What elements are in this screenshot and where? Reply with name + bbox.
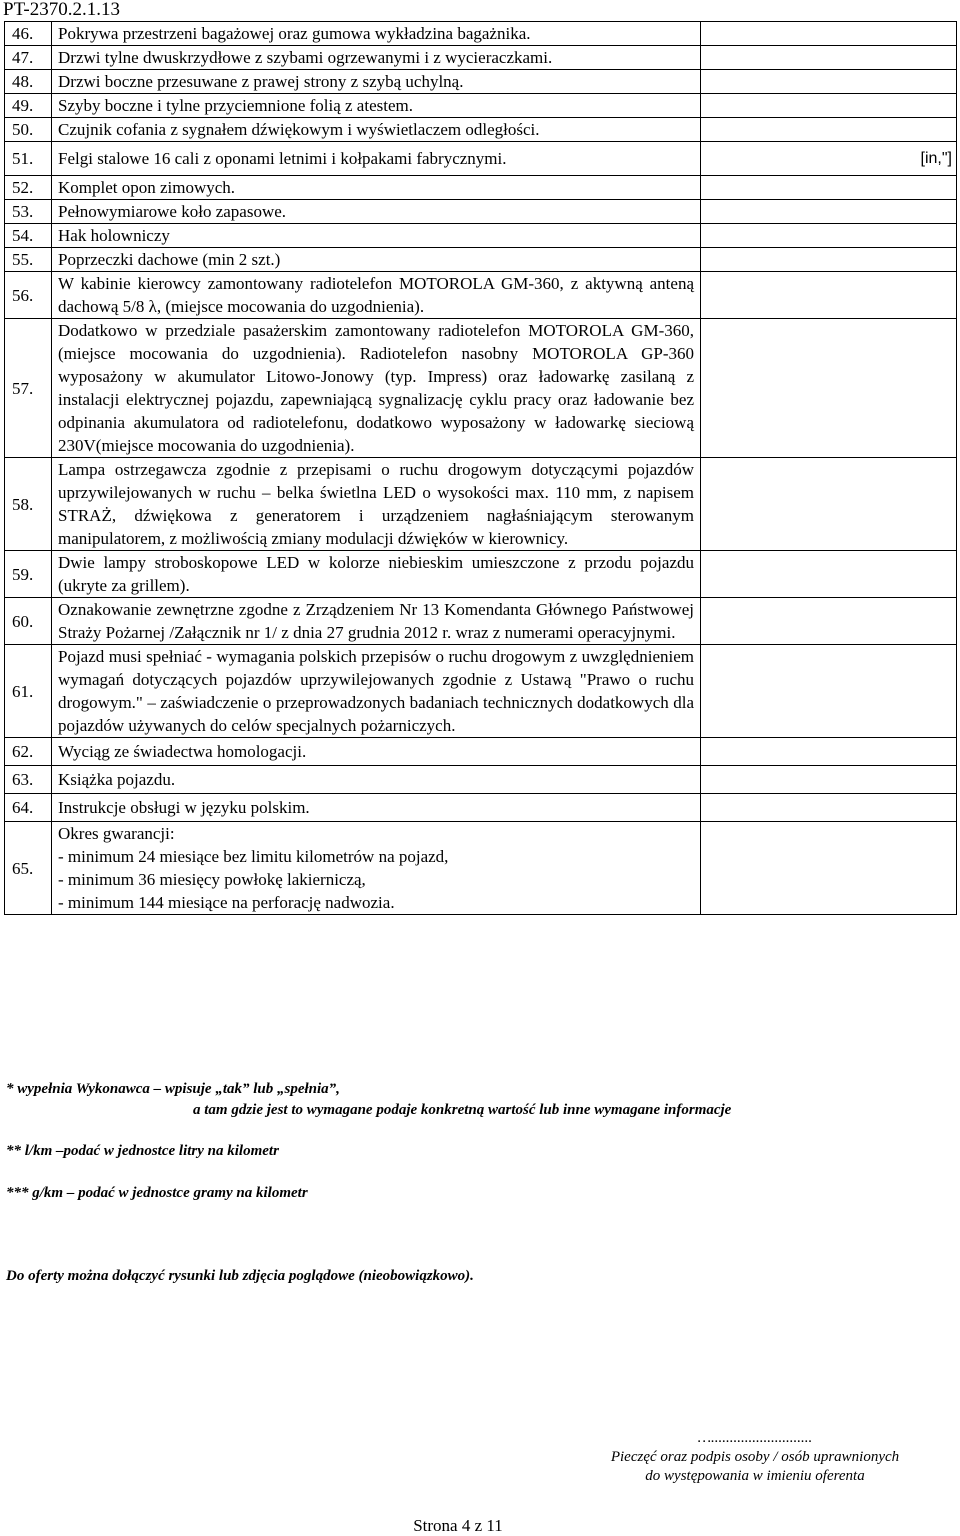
table-row [5, 94, 957, 118]
item-number: 65. [5, 822, 52, 915]
item-number: 61. [5, 645, 52, 738]
answer-cell[interactable] [701, 46, 957, 70]
table-row [5, 176, 957, 200]
item-description: Książka pojazdu. [52, 766, 701, 794]
warranty-description [52, 822, 701, 915]
item-number: 56. [5, 272, 52, 319]
answer-cell[interactable] [701, 248, 957, 272]
answer-cell[interactable] [701, 118, 957, 142]
signature-block [560, 1429, 950, 1486]
item-number: 53. [5, 200, 52, 224]
table-row [5, 142, 957, 176]
item-number: 64. [5, 794, 52, 822]
item-number: 54. [5, 224, 52, 248]
item-description: Instrukcje obsługi w języku polskim. [52, 794, 701, 822]
answer-cell[interactable] [701, 822, 957, 915]
item-description: Pojazd musi spełniać - wymagania polskich przepisów o ruchu drogowym z uwzględnieniem wymagań dotyczących pojazdów uprzywilejowanych zgodnie z Ustawą "Prawo o ruchu drogowym." – zaświadczenie o przeprowadzonych badaniach technicznych dodatkowych dla pojazdów używanych do celów specjalnych pożarniczych. [52, 645, 701, 738]
table-row [5, 70, 957, 94]
answer-cell[interactable] [701, 319, 957, 458]
warranty-line: - minimum 36 miesięcy powłokę lakierniczą, [58, 870, 366, 889]
item-number: 49. [5, 94, 52, 118]
item-description: W kabinie kierowcy zamontowany radiotelefon MOTOROLA GM-360, z aktywną anteną dachową 5/8 λ, (miejsce mocowania do uzgodnienia). [52, 272, 701, 319]
footnote-fill-in-continuation: a tam gdzie jest to wymagane podaje konkretną wartość lub inne wymagane informacje [193, 1102, 732, 1118]
answer-cell[interactable] [701, 645, 957, 738]
item-description: Pełnowymiarowe koło zapasowe. [52, 200, 701, 224]
item-number: 60. [5, 598, 52, 645]
item-number: 59. [5, 551, 52, 598]
item-number: 47. [5, 46, 52, 70]
item-description: Drzwi boczne przesuwane z prawej strony z szybą uchylną. [52, 70, 701, 94]
table-row [5, 272, 957, 319]
item-number: 58. [5, 458, 52, 551]
answer-cell[interactable] [701, 94, 957, 118]
footnote-drawings: Do oferty można dołączyć rysunki lub zdjęcia poglądowe (nieobowiązkowo). [6, 1268, 474, 1284]
item-description: Oznakowanie zewnętrzne zgodne z Zrządzeniem Nr 13 Komendanta Głównego Państwowej Straży Pożarnej /Załącznik nr 1/ z dnia 27 grudnia 2012 r. wraz z numerami operacyjnymi. [52, 598, 701, 645]
item-description: Szyby boczne i tylne przyciemnione folią z atestem. [52, 94, 701, 118]
table-row [5, 319, 957, 458]
answer-cell[interactable]: [in,"] [701, 142, 957, 176]
item-description: Poprzeczki dachowe (min 2 szt.) [52, 248, 701, 272]
answer-cell[interactable] [701, 272, 957, 319]
item-number: 48. [5, 70, 52, 94]
table-row [5, 598, 957, 645]
item-description: Drzwi tylne dwuskrzydłowe z szybami ogrzewanymi i z wycieraczkami. [52, 46, 701, 70]
item-description: Hak holowniczy [52, 224, 701, 248]
table-row [5, 118, 957, 142]
signature-caption: do występowania w imieniu oferenta [645, 1468, 865, 1484]
page-number: Strona 4 z 11 [413, 1516, 503, 1535]
table-row [5, 224, 957, 248]
answer-cell[interactable] [701, 551, 957, 598]
footnote-fill-in: * wypełnia Wykonawca – wpisuje „tak” lub „spełnia”, [6, 1081, 340, 1097]
item-number: 55. [5, 248, 52, 272]
item-number: 46. [5, 22, 52, 46]
table-row [5, 551, 957, 598]
answer-cell[interactable] [701, 224, 957, 248]
table-row [5, 794, 957, 822]
answer-cell[interactable] [701, 22, 957, 46]
answer-cell[interactable] [701, 598, 957, 645]
item-description: Czujnik cofania z sygnałem dźwiękowym i wyświetlaczem odległości. [52, 118, 701, 142]
footnote-litres: ** l/km –podać w jednostce litry na kilometr [6, 1143, 279, 1159]
warranty-line: - minimum 144 miesiące na perforację nadwozia. [58, 893, 395, 912]
table-row [5, 766, 957, 794]
table-row [5, 248, 957, 272]
table-row [5, 822, 957, 915]
answer-cell[interactable] [701, 794, 957, 822]
document-id: PT-2370.2.1.13 [3, 0, 121, 20]
answer-cell[interactable] [701, 458, 957, 551]
table-row [5, 738, 957, 766]
item-description: Wyciąg ze świadectwa homologacji. [52, 738, 701, 766]
item-description: Pokrywa przestrzeni bagażowej oraz gumowa wykładzina bagażnika. [52, 22, 701, 46]
item-description: Dwie lampy stroboskopowe LED w kolorze niebieskim umieszczone z przodu pojazdu (ukryte za grillem). [52, 551, 701, 598]
table-row [5, 22, 957, 46]
item-description: Felgi stalowe 16 cali z oponami letnimi i kołpakami fabrycznymi. [52, 142, 701, 176]
answer-cell[interactable] [701, 70, 957, 94]
answer-cell[interactable] [701, 766, 957, 794]
specification-table [4, 21, 957, 915]
footnote-grams: *** g/km – podać w jednostce gramy na kilometr [6, 1185, 308, 1201]
item-description: Lampa ostrzegawcza zgodnie z przepisami o ruchu drogowym dotyczącymi pojazdów uprzywilejowanych w ruchu – belka świetlna LED o wysokości max. 110 mm, z napisem STRAŻ, dźwiękowa z generatorem i urządzeniem nagłaśniającym sterowanym manipulatorem, z możliwością zmiany modulacji dźwięków w kierownicy. [52, 458, 701, 551]
table-row [5, 458, 957, 551]
item-number: 50. [5, 118, 52, 142]
table-row [5, 645, 957, 738]
item-number: 51. [5, 142, 52, 176]
table-row [5, 46, 957, 70]
answer-cell[interactable] [701, 176, 957, 200]
warranty-line: - minimum 24 miesiące bez limitu kilometrów na pojazd, [58, 847, 449, 866]
signature-dots: …........................... [697, 1430, 813, 1446]
item-description: Dodatkowo w przedziale pasażerskim zamontowany radiotelefon MOTOROLA GM-360, (miejsce mocowania do uzgodnienia). Radiotelefon nasobny MOTOROLA GP-360 wyposażony w akumulator Litowo-Jonowy (typ. Impress) oraz ładowarkę zasilaną z instalacji elektrycznej pojazdu, zapewniającą sygnalizację cyklu pracy oraz ładowanie bez odpinania akumulatora od radiotelefonu, dodatkowo wyposażony w ładowarkę sieciową 230V(miejsce mocowania do uzgodnienia). [52, 319, 701, 458]
item-number: 57. [5, 319, 52, 458]
item-number: 62. [5, 738, 52, 766]
warranty-title: Okres gwarancji: [58, 824, 175, 843]
item-number: 52. [5, 176, 52, 200]
answer-cell[interactable] [701, 200, 957, 224]
answer-cell[interactable] [701, 738, 957, 766]
table-row [5, 200, 957, 224]
item-number: 63. [5, 766, 52, 794]
signature-caption: Pieczęć oraz podpis osoby / osób uprawnionych [610, 1449, 900, 1465]
item-description: Komplet opon zimowych. [52, 176, 701, 200]
